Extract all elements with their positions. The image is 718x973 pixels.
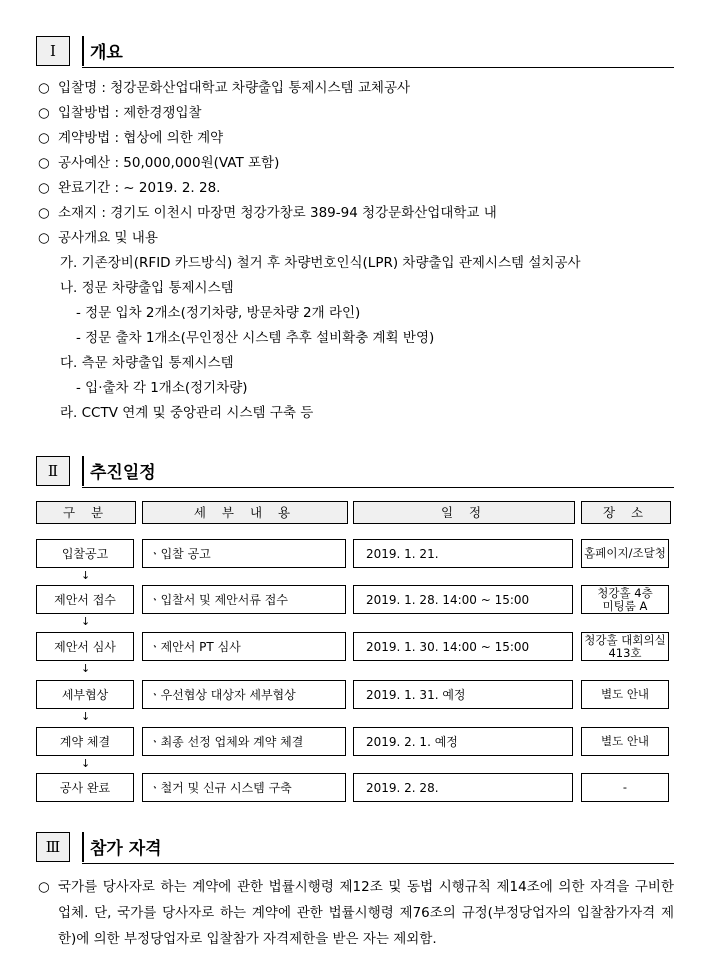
bullet: ○ (38, 879, 50, 895)
schedule-date: 2019. 1. 21. (353, 539, 573, 568)
schedule-detail: ㆍ최종 선정 업체와 계약 체결 (142, 727, 346, 756)
overview-sub-item: 다. 측문 차량출입 통제시스템 (60, 355, 234, 371)
schedule-detail: ㆍ입찰서 및 제안서류 접수 (142, 585, 346, 614)
section-title: 참가 자격 (90, 839, 162, 859)
schedule-detail: ㆍ제안서 PT 심사 (142, 632, 346, 661)
schedule-date: 2019. 1. 31. 예정 (353, 680, 573, 709)
schedule-detail: ㆍ우선협상 대상자 세부협상 (142, 680, 346, 709)
flow-arrow-icon: ↓ (81, 615, 91, 628)
schedule-stage: 제안서 심사 (36, 632, 134, 661)
overview-sub-item: - 정문 입차 2개소(정기차량, 방문차량 2개 라인) (76, 305, 361, 321)
schedule-stage: 제안서 접수 (36, 585, 134, 614)
overview-item: ○ 입찰명 : 청강문화산업대학교 차량출입 통제시스템 교체공사 (38, 80, 411, 96)
flow-arrow-icon: ↓ (81, 710, 91, 723)
overview-item: ○ 계약방법 : 협상에 의한 계약 (38, 130, 224, 146)
overview-item: ○ 소재지 : 경기도 이천시 마장면 청강가창로 389-94 청강문화산업대학교 내 (38, 205, 497, 221)
section-number: Ⅲ (36, 832, 70, 862)
overview-item: ○ 공사개요 및 내용 (38, 230, 158, 246)
schedule-header-detail: 세 부 내 용 (142, 501, 348, 524)
section-title: 추진일정 (90, 463, 156, 483)
schedule-stage: 계약 체결 (36, 727, 134, 756)
schedule-date: 2019. 2. 1. 예정 (353, 727, 573, 756)
schedule-header-date: 일 정 (353, 501, 575, 524)
qualification-paragraph (38, 874, 674, 952)
schedule-date: 2019. 2. 28. (353, 773, 573, 802)
schedule-detail: ㆍ철거 및 신규 시스템 구축 (142, 773, 346, 802)
overview-sub-item: 가. 기존장비(RFID 카드방식) 철거 후 차량번호인식(LPR) 차량출입 관제시스템 설치공사 (60, 255, 581, 271)
schedule-place: 청강홀 4층 미팅룸 A (581, 585, 669, 614)
flow-arrow-icon: ↓ (81, 757, 91, 770)
section-3-header (36, 832, 670, 862)
schedule-place: 청강홀 대회의실 413호 (581, 632, 669, 661)
section-number: Ⅰ (36, 36, 70, 66)
overview-item: ○ 입찰방법 : 제한경쟁입찰 (38, 105, 202, 121)
schedule-date: 2019. 1. 30. 14:00 ~ 15:00 (353, 632, 573, 661)
schedule-detail: ㆍ입찰 공고 (142, 539, 346, 568)
flow-arrow-icon: ↓ (81, 569, 91, 582)
overview-sub-item: - 정문 출차 1개소(무인정산 시스템 추후 설비확충 계획 반영) (76, 330, 435, 346)
schedule-place: - (581, 773, 669, 802)
overview-sub-item: 라. CCTV 연계 및 중앙관리 시스템 구축 등 (60, 405, 314, 421)
overview-sub-item: 나. 정문 차량출입 통제시스템 (60, 280, 234, 296)
schedule-stage: 공사 완료 (36, 773, 134, 802)
section-1-header (36, 36, 670, 66)
schedule-date: 2019. 1. 28. 14:00 ~ 15:00 (353, 585, 573, 614)
schedule-place: 별도 안내 (581, 680, 669, 709)
schedule-header-place: 장 소 (581, 501, 671, 524)
schedule-place: 별도 안내 (581, 727, 669, 756)
section-2-header (36, 456, 670, 486)
schedule-stage: 세부협상 (36, 680, 134, 709)
schedule-place: 홈페이지/조달청 (581, 539, 669, 568)
schedule-stage: 입찰공고 (36, 539, 134, 568)
section-number: Ⅱ (36, 456, 70, 486)
flow-arrow-icon: ↓ (81, 662, 91, 675)
qualification-text: 국가를 당사자로 하는 계약에 관한 법률시행령 제12조 및 동법 시행규칙 제14조에 의한 자격을 구비한 업체. 단, 국가를 당사자로 하는 계약에 관한 법률시행령 제76조의 규정(부정당업자의 입찰참가자격 제한)에 의한 부정당업자로 입찰참가 자격제한을 받은 자는 제외함. (58, 879, 674, 947)
overview-sub-item: - 입·출차 각 1개소(정기차량) (76, 380, 248, 396)
overview-item: ○ 공사예산 : 50,000,000원(VAT 포함) (38, 155, 280, 171)
schedule-header-stage: 구 분 (36, 501, 136, 524)
overview-item: ○ 완료기간 : ~ 2019. 2. 28. (38, 180, 221, 196)
section-title: 개요 (90, 43, 123, 63)
